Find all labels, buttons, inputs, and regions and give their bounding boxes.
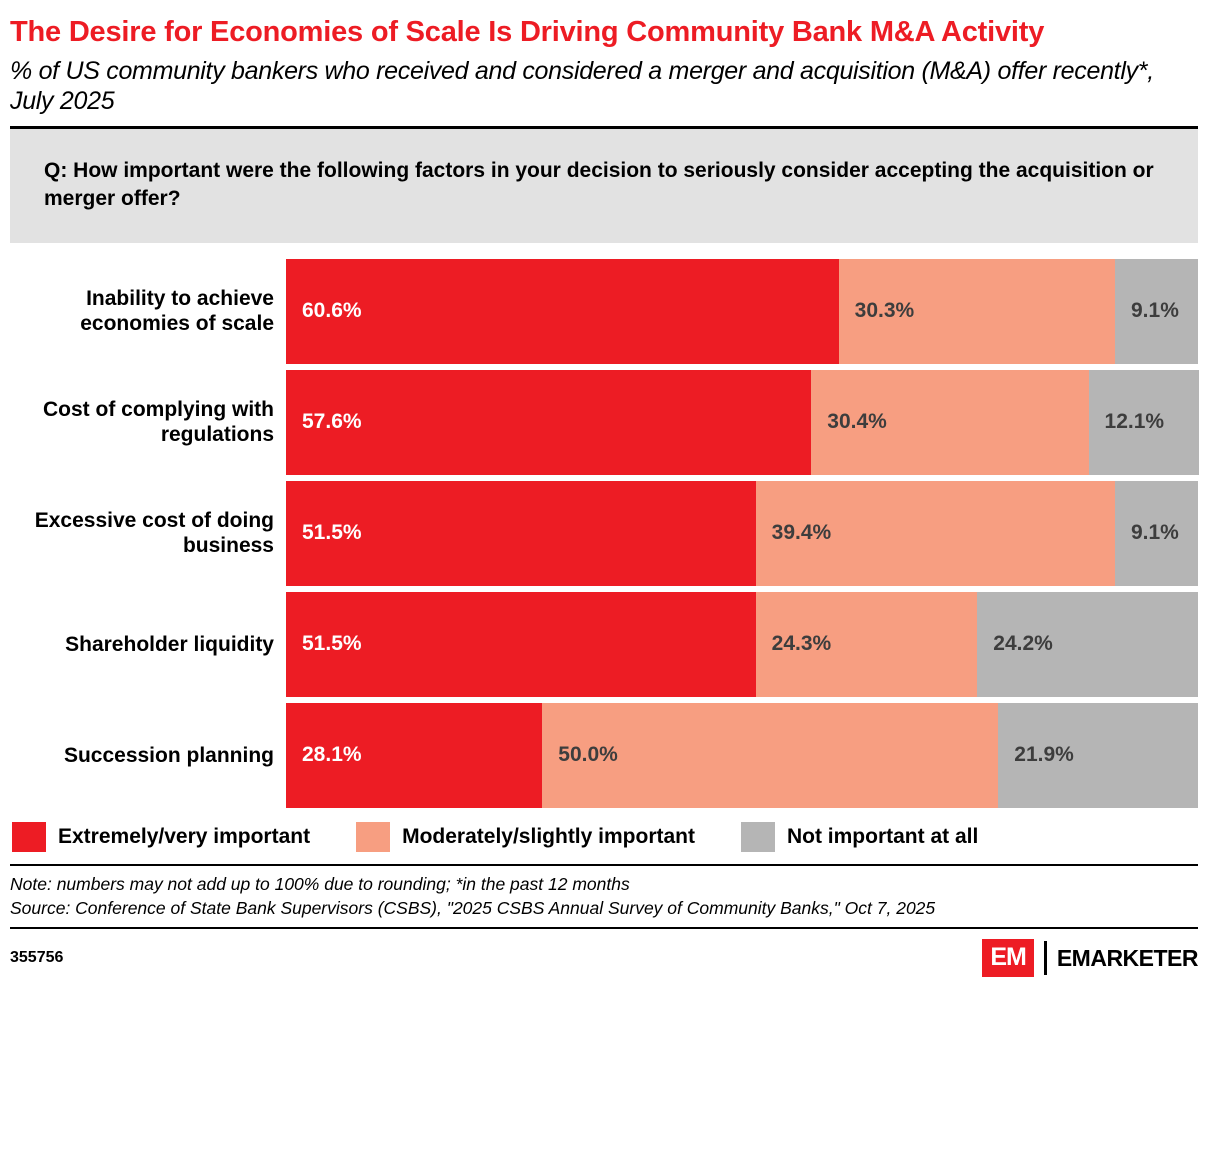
chart-header xyxy=(10,0,1198,116)
bar-value-label: 30.4% xyxy=(827,410,887,434)
stacked-bar-chart xyxy=(10,259,1198,808)
bar-track xyxy=(286,481,1198,586)
bar-value-label: 60.6% xyxy=(302,299,362,323)
legend-item xyxy=(12,822,310,852)
category-label: Excessive cost of doing business xyxy=(34,509,274,558)
legend-label: Extremely/very important xyxy=(58,824,311,848)
legend-swatch-icon xyxy=(741,822,775,852)
legend-item xyxy=(356,822,695,852)
chart-row xyxy=(10,259,1198,364)
note-text: Note: numbers may not add up to 100% due to rounding; *in the past 12 months xyxy=(10,873,630,894)
brand-name: EMARKETER xyxy=(1056,944,1198,971)
bar-value-label: 51.5% xyxy=(302,521,362,545)
brand-mark-icon: EM xyxy=(982,939,1034,977)
bar-value-label: 28.1% xyxy=(302,743,362,767)
chart-notes xyxy=(10,866,1198,920)
bar-segment xyxy=(542,703,998,808)
category-label: Inability to achieve economies of scale xyxy=(80,287,274,336)
bar-segment xyxy=(286,592,756,697)
bar-value-label: 50.0% xyxy=(558,743,618,767)
legend-swatch-icon xyxy=(356,822,390,852)
chart-row xyxy=(10,592,1198,697)
bar-value-label: 57.6% xyxy=(302,410,362,434)
category-label: Succession planning xyxy=(63,743,274,767)
legend-item xyxy=(741,822,978,852)
legend-label: Not important at all xyxy=(786,824,979,848)
bar-value-label: 30.3% xyxy=(854,299,915,323)
chart-legend xyxy=(10,822,1198,852)
bar-track xyxy=(286,592,1198,697)
bar-value-label: 9.1% xyxy=(1130,521,1179,545)
category-label: Shareholder liquidity xyxy=(65,632,274,656)
chart-row xyxy=(10,481,1198,586)
page-subtitle: % of US community bankers who received and considered a merger and acquisition (M&A) offer recently*, July 2025 xyxy=(10,57,1154,116)
legend-label: Moderately/slightly important xyxy=(402,824,695,848)
bar-segment xyxy=(286,259,839,364)
bar-segment xyxy=(977,592,1198,697)
brand-divider xyxy=(1044,941,1047,975)
source-text: Source: Conference of State Bank Supervisors (CSBS), "2025 CSBS Annual Survey of Community Banks," Oct 7, 2025 xyxy=(10,897,936,918)
bar-segment xyxy=(998,703,1198,808)
bar-value-label: 21.9% xyxy=(1014,743,1074,767)
question-text: Q: How important were the following factors in your decision to seriously consider accepting the acquisition or merger offer? xyxy=(44,159,1154,210)
chart-row xyxy=(10,370,1198,475)
bar-track xyxy=(286,370,1198,475)
bar-value-label: 9.1% xyxy=(1131,299,1179,323)
bar-segment xyxy=(286,703,542,808)
bar-segment xyxy=(286,481,756,586)
page-title: The Desire for Economies of Scale Is Driving Community Bank M&A Activity xyxy=(10,16,1045,48)
chart-row xyxy=(10,703,1198,808)
legend-swatch-icon xyxy=(12,822,46,852)
bar-value-label: 24.2% xyxy=(993,632,1053,656)
bar-segment xyxy=(811,370,1088,475)
bar-segment xyxy=(756,481,1115,586)
bar-value-label: 51.5% xyxy=(302,632,362,656)
question-band xyxy=(10,129,1198,243)
category-label: Cost of complying with regulations xyxy=(43,398,274,447)
brand-logo xyxy=(982,939,1198,977)
bar-value-label: 12.1% xyxy=(1104,410,1165,434)
bar-value-label: 39.4% xyxy=(771,521,832,545)
bar-track xyxy=(286,259,1198,364)
bar-segment xyxy=(1115,259,1198,364)
bar-track xyxy=(286,703,1198,808)
bar-segment xyxy=(839,259,1115,364)
chart-id: 355756 xyxy=(10,949,64,967)
bar-segment xyxy=(756,592,978,697)
bar-value-label: 24.3% xyxy=(771,632,832,656)
bar-segment xyxy=(286,370,811,475)
chart-footer xyxy=(10,929,1198,977)
bar-segment xyxy=(1089,370,1199,475)
bar-segment xyxy=(1115,481,1198,586)
